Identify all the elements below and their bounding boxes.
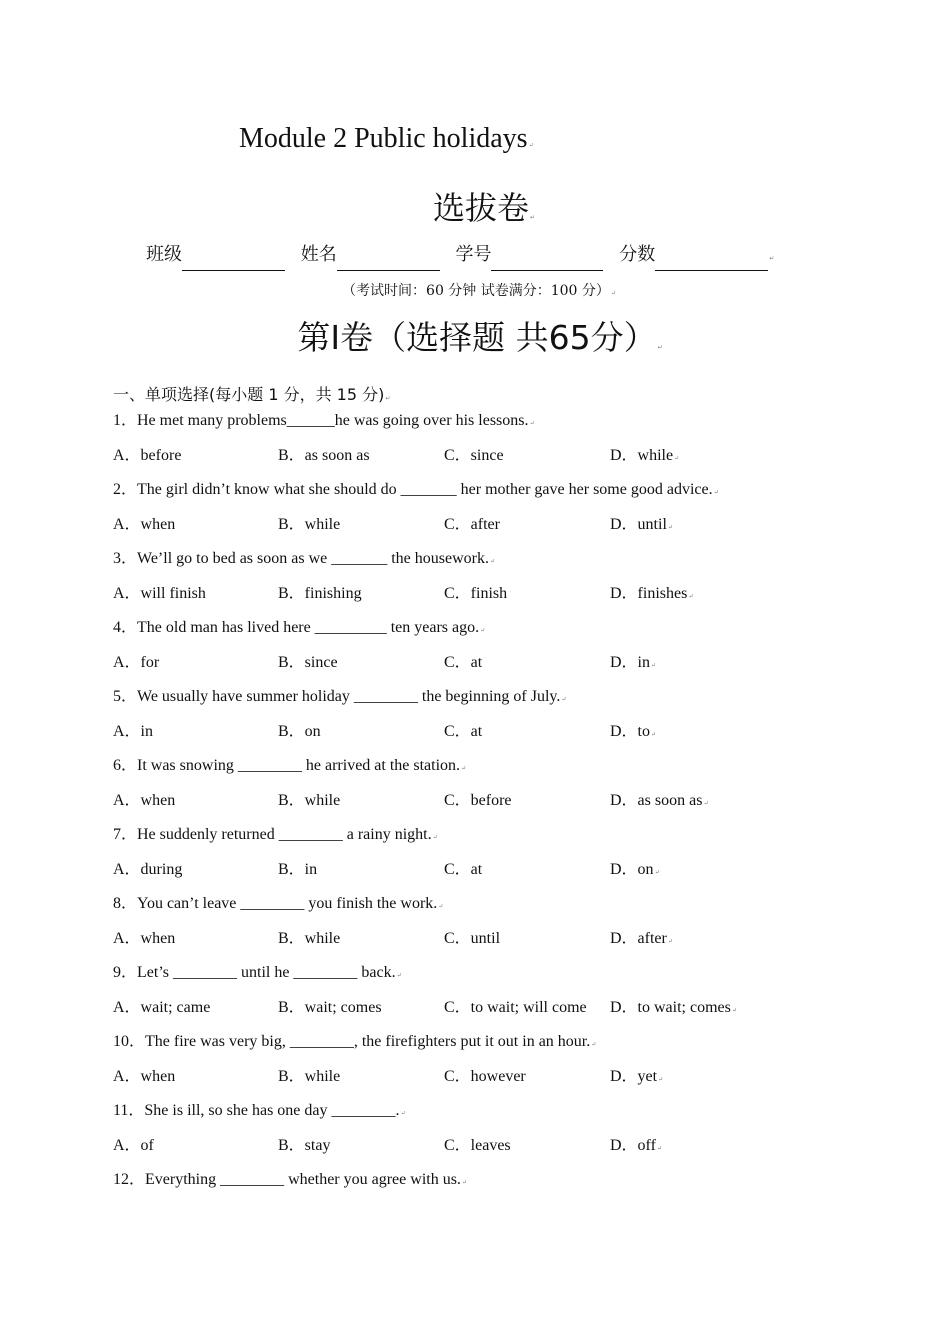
score-blank <box>655 252 768 271</box>
question-stem: 11．She is ill, so she has one day ________.↵ <box>113 1102 406 1119</box>
option-row <box>113 1066 813 1101</box>
option-d: D．on↵ <box>610 860 660 878</box>
option-a: A．before <box>113 446 182 464</box>
option-c: C．finish <box>444 584 508 602</box>
question-item <box>113 1169 813 1238</box>
question-item <box>113 410 813 479</box>
question-stem-text: 12．Everything ________ whether you agree with us. <box>113 1171 461 1188</box>
class-label: 班级 <box>146 244 182 265</box>
student-info-row: 班级 姓名 学号 分数 ↵ <box>146 243 774 271</box>
option-row <box>113 790 813 825</box>
option-b: B．stay <box>278 1136 331 1154</box>
name-blank <box>337 252 440 271</box>
option-d: D．until↵ <box>610 515 673 533</box>
option-a: A．when <box>113 515 176 533</box>
question-stem-text: 6．It was snowing ________ he arrived at the station. <box>113 757 461 774</box>
question-item <box>113 686 813 755</box>
option-b: B．while <box>278 791 341 809</box>
option-b: B．as soon as <box>278 446 370 464</box>
option-c: C．to wait; will come <box>444 998 587 1016</box>
question-stem: 10．The fire was very big, ________, the firefighters put it out in an hour.↵ <box>113 1033 597 1050</box>
option-a: A．when <box>113 929 176 947</box>
option-row <box>113 445 813 480</box>
question-stem-text: 5．We usually have summer holiday ________ the beginning of July. <box>113 688 561 705</box>
question-stem-text: 11．She is ill, so she has one day ________. <box>113 1102 400 1119</box>
student-id-blank <box>491 252 603 271</box>
question-stem-text: 10．The fire was very big, ________, the firefighters put it out in an hour. <box>113 1033 591 1050</box>
option-c: C．at <box>444 653 483 671</box>
option-row <box>113 652 813 687</box>
option-b: B．while <box>278 515 341 533</box>
exam-type-title: 选拔卷↵ <box>432 189 536 227</box>
question-item <box>113 548 813 617</box>
question-stem: 9．Let’s ________ until he ________ back.↵ <box>113 964 402 981</box>
option-a: A．when <box>113 791 176 809</box>
question-list <box>113 410 813 1238</box>
option-row <box>113 997 813 1032</box>
question-stem: 7．He suddenly returned ________ a rainy night.↵ <box>113 826 438 843</box>
question-item <box>113 1031 813 1100</box>
question-stem: 4．The old man has lived here _________ ten years ago.↵ <box>113 619 486 636</box>
question-stem-text: 1．He met many problems______he was going over his lessons. <box>113 412 529 429</box>
option-d: D．to wait; comes↵ <box>610 998 737 1016</box>
option-d: D．as soon as↵ <box>610 791 709 809</box>
option-d: D．while↵ <box>610 446 680 464</box>
question-stem-text: 7．He suddenly returned ________ a rainy night. <box>113 826 432 843</box>
option-a: A．for <box>113 653 160 671</box>
option-d: D．after↵ <box>610 929 673 947</box>
question-item <box>113 617 813 686</box>
question-stem: 1．He met many problems______he was going over his lessons.↵ <box>113 412 535 429</box>
score-label: 分数 <box>619 244 656 265</box>
option-c: C．at <box>444 722 483 740</box>
option-a: A．of <box>113 1136 154 1154</box>
section-heading: 一、单项选择(每小题 1 分，共 15 分)↵ <box>113 385 391 404</box>
option-b: B．since <box>278 653 338 671</box>
student-id-label: 学号 <box>455 244 492 265</box>
question-stem-text: 8．You can’t leave ________ you finish the work. <box>113 895 438 912</box>
question-item <box>113 824 813 893</box>
option-b: B．while <box>278 929 341 947</box>
option-a: A．during <box>113 860 183 878</box>
question-stem: 6．It was snowing ________ he arrived at the station.↵ <box>113 757 467 774</box>
question-item <box>113 755 813 824</box>
module-title: Module 2 Public holidays↵ <box>239 123 534 154</box>
question-stem: 2．The girl didn’t know what she should do _______ her mother gave her some good advice.↵ <box>113 481 719 498</box>
question-stem: 8．You can’t leave ________ you finish the work.↵ <box>113 895 444 912</box>
option-row <box>113 583 813 618</box>
option-c: C．at <box>444 860 483 878</box>
option-b: B．while <box>278 1067 341 1085</box>
option-a: A．in <box>113 722 154 740</box>
question-item <box>113 479 813 548</box>
question-item <box>113 1100 813 1169</box>
class-blank <box>182 252 285 271</box>
option-b: B．wait; comes <box>278 998 382 1016</box>
option-b: B．finishing <box>278 584 362 602</box>
exam-note: （考试时间：60 分钟 试卷满分：100 分）↵ <box>342 283 616 299</box>
question-stem-text: 3．We’ll go to bed as soon as we _______ the housework. <box>113 550 489 567</box>
option-d: D．in↵ <box>610 653 657 671</box>
option-b: B．on <box>278 722 321 740</box>
volume-title: 第I卷（选择题 共65分）↵ <box>297 318 663 357</box>
option-row <box>113 928 813 963</box>
question-stem-text: 4．The old man has lived here _________ ten years ago. <box>113 619 480 636</box>
option-row <box>113 859 813 894</box>
option-c: C．since <box>444 446 504 464</box>
question-stem: 3．We’ll go to bed as soon as we _______ the housework.↵ <box>113 550 496 567</box>
option-b: B．in <box>278 860 318 878</box>
option-row <box>113 1135 813 1170</box>
option-c: C．however <box>444 1067 526 1085</box>
option-d: D．off↵ <box>610 1136 662 1154</box>
option-row <box>113 514 813 549</box>
name-label: 姓名 <box>300 244 337 265</box>
option-d: D．yet↵ <box>610 1067 664 1085</box>
option-d: D．to↵ <box>610 722 657 740</box>
question-item <box>113 893 813 962</box>
option-row <box>113 721 813 756</box>
question-stem-text: 2．The girl didn’t know what she should do _______ her mother gave her some good advice. <box>113 481 713 498</box>
option-c: C．leaves <box>444 1136 511 1154</box>
option-d: D．finishes↵ <box>610 584 694 602</box>
question-stem-text: 9．Let’s ________ until he ________ back. <box>113 964 396 981</box>
option-c: C．until <box>444 929 501 947</box>
question-stem: 5．We usually have summer holiday ________ the beginning of July.↵ <box>113 688 567 705</box>
question-item <box>113 962 813 1031</box>
option-a: A．when <box>113 1067 176 1085</box>
option-c: C．after <box>444 515 500 533</box>
option-a: A．will finish <box>113 584 206 602</box>
option-c: C．before <box>444 791 512 809</box>
question-stem: 12．Everything ________ whether you agree with us.↵ <box>113 1171 467 1188</box>
option-a: A．wait; came <box>113 998 211 1016</box>
